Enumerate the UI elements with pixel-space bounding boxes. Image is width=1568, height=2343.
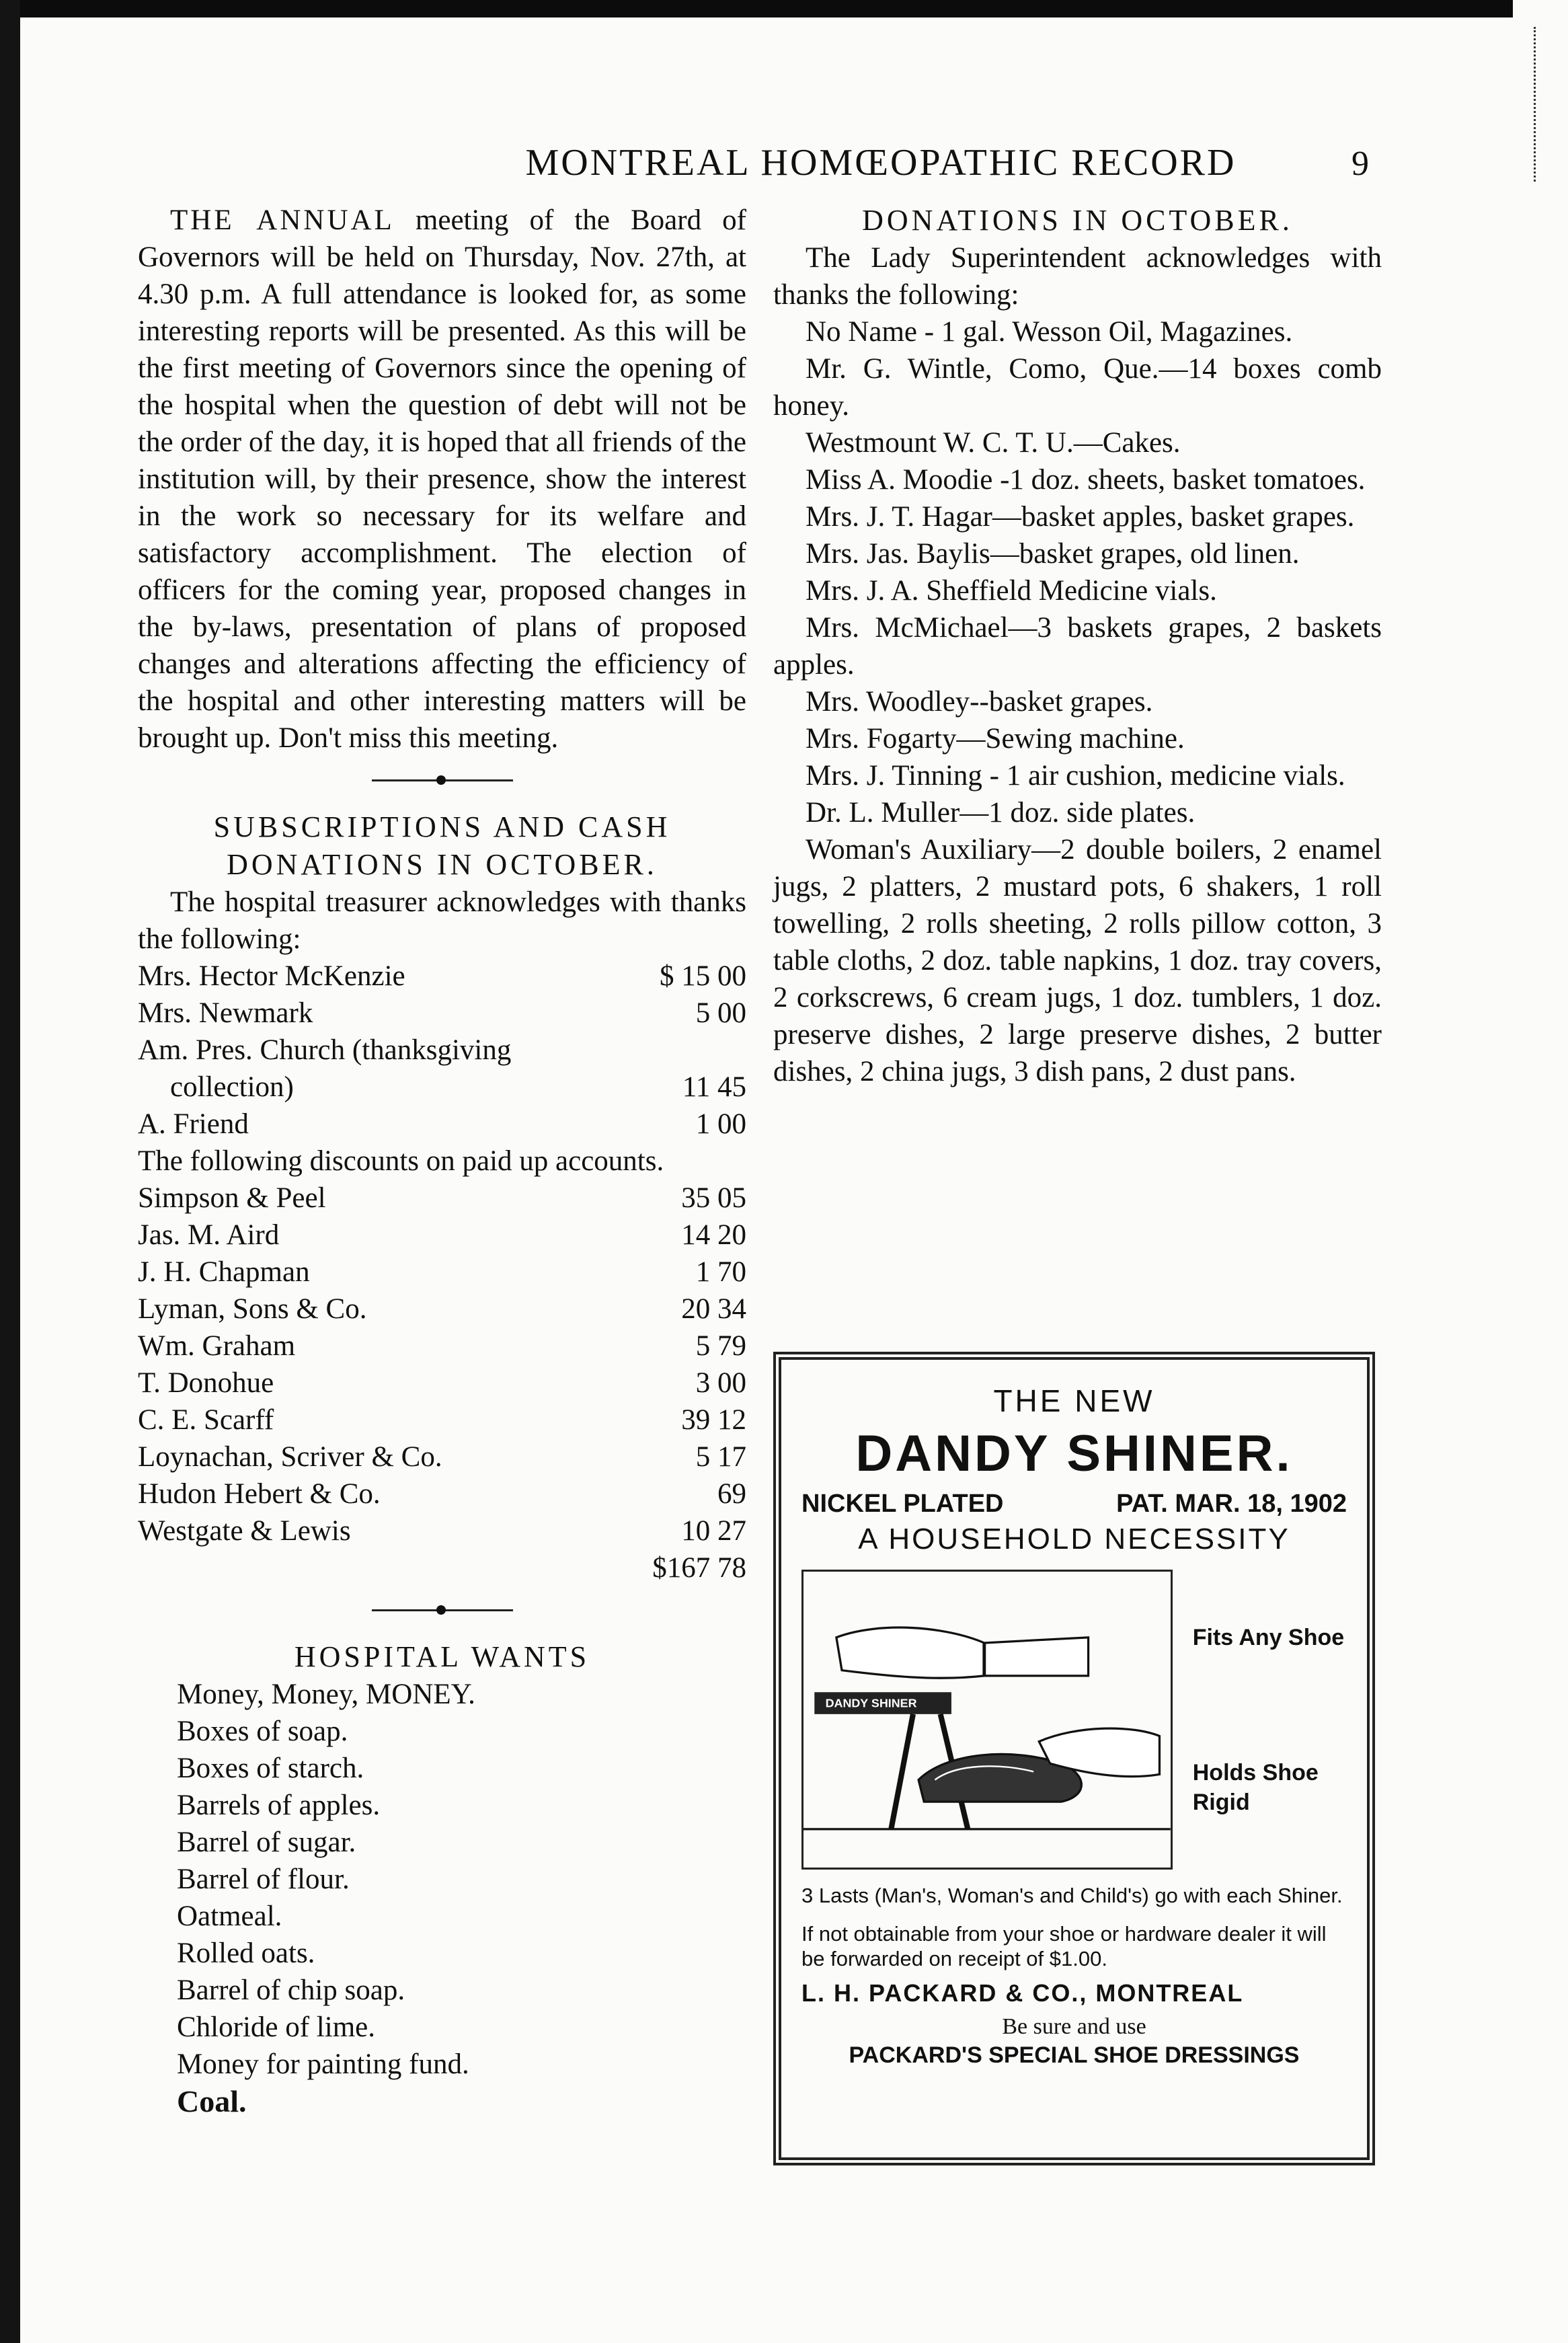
ledger-row [138, 1069, 746, 1106]
wants-item: Rolled oats. [177, 1937, 315, 1969]
donation-entry: Woman's Auxiliary—2 double boilers, 2 enamel jugs, 2 platters, 2 mustard pots, 6 shakers, 1 roll towelling, 2 rolls sheeting, 2 rolls pillow cotton, 3 table cloths, 2 doz. table napkins, 1 doz. tray covers, 2 corkscrews, 6 cream jugs, 1 doz. tumblers, 1 doz. preserve dishes, 2 large preserve dishes, 2 butter dishes, 2 china jugs, 3 dish pans, 2 dust pans. [773, 834, 1382, 1087]
ledger-amount: 20 34 [681, 1293, 746, 1325]
ledger-row [138, 995, 746, 1032]
ledger-amount: 10 27 [681, 1515, 746, 1547]
scan-edge-marks [1534, 27, 1541, 182]
ledger-row [138, 1328, 746, 1365]
device-label: DANDY SHINER [825, 1696, 917, 1710]
donation-entry: Mrs. Woodley--basket grapes. [806, 686, 1153, 718]
donation-entry: Mrs. McMichael—3 baskets grapes, 2 baskets apples. [773, 612, 1382, 681]
discounts-list [138, 1180, 746, 1549]
ledger-name: T. Donohue [138, 1367, 274, 1399]
ad-company: L. H. PACKARD & CO., MONTREAL [801, 1979, 1244, 2007]
donations-intro: The Lady Superintendent acknowledges with thanks the following: [773, 242, 1382, 311]
wants-item: Boxes of soap. [177, 1716, 348, 1747]
ledger-row [138, 1106, 746, 1143]
ad-lasts-text: 3 Lasts (Man's, Woman's and Child's) go with each Shiner. [801, 1884, 1343, 1907]
ad-tagline: A HOUSEHOLD NECESSITY [858, 1523, 1290, 1555]
ledger-name: Simpson & Peel [138, 1182, 326, 1214]
ledger-amount: 35 05 [681, 1182, 746, 1214]
donation-entry: No Name - 1 gal. Wesson Oil, Magazines. [806, 316, 1293, 348]
donation-entry: Mrs. J. T. Hagar—basket apples, basket grapes. [806, 501, 1355, 533]
page-number: 9 [1351, 145, 1369, 183]
ledger-amount: 1 70 [695, 1256, 746, 1288]
donations-heading: DONATIONS IN OCTOBER. [862, 204, 1293, 237]
ledger-name: Wm. Graham [138, 1330, 296, 1362]
ledger-row [138, 1512, 746, 1549]
ledger-name: Hudon Hebert & Co. [138, 1478, 381, 1510]
subscriptions-intro: The hospital treasurer acknowledges with thanks the following: [138, 886, 746, 955]
ledger-row [138, 1365, 746, 1401]
ad-patent-line [801, 1490, 1347, 1519]
section-separator [372, 1609, 513, 1611]
wants-item: Barrel of flour. [177, 1864, 350, 1895]
left-column [138, 202, 746, 2120]
dandy-shiner-advertisement [773, 1352, 1375, 2165]
annual-body: meeting of the Board of Governors will be held on Thursday, Nov. 27th, at 4.30 p.m. A full attendance is looked for, as some interesting reports will be presented. As this will be the first meeting of Governors since the opening of the hospital when the question of debt will not be the order of the day, it is hoped that all friends of the institution will, by their presence, show the interest in the work so necessary for its welfare and satisfactory accomplishment. The election of officers for the coming year, proposed changes in the by-laws, presentation of plans of proposed changes and alterations affecting the efficiency of the hospital and other interesting matters will be brought up. Don't miss this meeting. [138, 204, 746, 754]
wants-item: Money for painting fund. [177, 2048, 469, 2080]
donation-entry: Dr. L. Muller—1 doz. side plates. [806, 797, 1195, 829]
ad-side-notes [1173, 1570, 1347, 1870]
wants-item: Barrels of apples. [177, 1790, 381, 1821]
ledger-amount: 3 00 [695, 1367, 746, 1399]
scan-left-border [0, 0, 20, 2343]
wants-item: Barrel of chip soap. [177, 1974, 405, 2006]
right-column [773, 202, 1382, 1090]
ad-title: DANDY SHINER. [855, 1425, 1293, 1482]
scan-top-border [0, 0, 1513, 17]
ledger-name: Mrs. Newmark [138, 997, 313, 1029]
ledger-amount: 39 12 [681, 1404, 746, 1436]
ad-notice-text: If not obtainable from your shoe or hardware dealer it will be forwarded on receipt of $1.00. [801, 1922, 1327, 1970]
ledger-name: Jas. M. Aird [138, 1219, 280, 1251]
ad-the-new: THE NEW [993, 1383, 1155, 1418]
annual-meeting-paragraph [138, 202, 746, 757]
ledger-amount [645, 1032, 746, 1069]
ledger-row [138, 1254, 746, 1291]
wants-item: Money, Money, MONEY. [177, 1679, 475, 1710]
ledger-name: C. E. Scarff [138, 1404, 274, 1436]
ledger-amount: 11 45 [682, 1071, 746, 1103]
ledger-amount: $ 15 00 [660, 960, 746, 992]
ledger-name: collection) [170, 1071, 294, 1103]
ledger-amount: 5 79 [695, 1330, 746, 1362]
ledger-amount: 14 20 [681, 1219, 746, 1251]
ledger-name: Am. Pres. Church (thanksgiving [138, 1034, 512, 1066]
ad-patent-date: PAT. MAR. 18, 1902 [1116, 1490, 1347, 1518]
ledger-name: Loynachan, Scriver & Co. [138, 1441, 442, 1473]
ledger-name: A. Friend [138, 1108, 249, 1140]
ledger-total: $167 78 [652, 1552, 746, 1584]
ledger-row [138, 1291, 746, 1328]
ledger-name: Mrs. Hector McKenzie [138, 960, 405, 992]
donation-entry: Mrs. Jas. Baylis—basket grapes, old linen. [806, 538, 1300, 570]
ledger-row [138, 1217, 746, 1254]
section-separator [372, 779, 513, 781]
donation-entry: Mrs. J. A. Sheffield Medicine vials. [806, 575, 1217, 607]
ledger-row [138, 1475, 746, 1512]
wants-item: Chloride of lime. [177, 2011, 375, 2043]
donation-entry: Mrs. Fogarty—Sewing machine. [806, 723, 1185, 755]
ledger-row [138, 1032, 746, 1069]
ledger-row [138, 1401, 746, 1438]
donation-entry: Mr. G. Wintle, Como, Que.—14 boxes comb honey. [773, 353, 1382, 422]
ad-holds-shoe-rigid: Holds Shoe Rigid [1192, 1759, 1319, 1815]
discount-note: The following discounts on paid up accounts. [138, 1145, 664, 1177]
ad-nickel-plated: NICKEL PLATED [801, 1490, 1004, 1518]
donation-entry: Westmount W. C. T. U.—Cakes. [806, 427, 1181, 459]
running-title: MONTREAL HOMŒOPATHIC RECORD [525, 142, 1237, 184]
subscriptions-list [138, 958, 746, 1143]
ledger-amount: 5 00 [695, 997, 746, 1029]
shoe-shiner-illustration [801, 1570, 1173, 1870]
ad-be-sure: Be sure and use [1002, 2014, 1146, 2039]
ad-illustration-row [801, 1570, 1347, 1870]
subscriptions-heading: SUBSCRIPTIONS AND CASH DONATIONS IN OCTOBER. [213, 810, 671, 881]
ledger-name: Lyman, Sons & Co. [138, 1293, 367, 1325]
ledger-row [138, 1180, 746, 1217]
donation-entry: Mrs. J. Tinning - 1 air cushion, medicine vials. [806, 760, 1345, 792]
ledger-name: J. H. Chapman [138, 1256, 310, 1288]
wants-item: Boxes of starch. [177, 1753, 364, 1784]
wants-heading: HOSPITAL WANTS [294, 1640, 590, 1673]
wants-item: Oatmeal. [177, 1900, 282, 1932]
ledger-amount: 69 [717, 1478, 746, 1510]
wants-list [138, 1676, 746, 2120]
ad-fits-any-shoe: Fits Any Shoe [1192, 1624, 1345, 1650]
ledger-amount: 5 17 [695, 1441, 746, 1473]
ledger-row [138, 1438, 746, 1475]
wants-item-coal: Coal. [177, 2084, 247, 2118]
ledger-row [138, 958, 746, 995]
ledger-name: Westgate & Lewis [138, 1515, 351, 1547]
annual-lead: THE ANNUAL [170, 204, 395, 236]
wants-item: Barrel of sugar. [177, 1827, 356, 1858]
ad-shoe-dressings: PACKARD'S SPECIAL SHOE DRESSINGS [849, 2042, 1300, 2068]
ledger-amount: 1 00 [695, 1108, 746, 1140]
donation-entry: Miss A. Moodie -1 doz. sheets, basket tomatoes. [806, 464, 1366, 496]
